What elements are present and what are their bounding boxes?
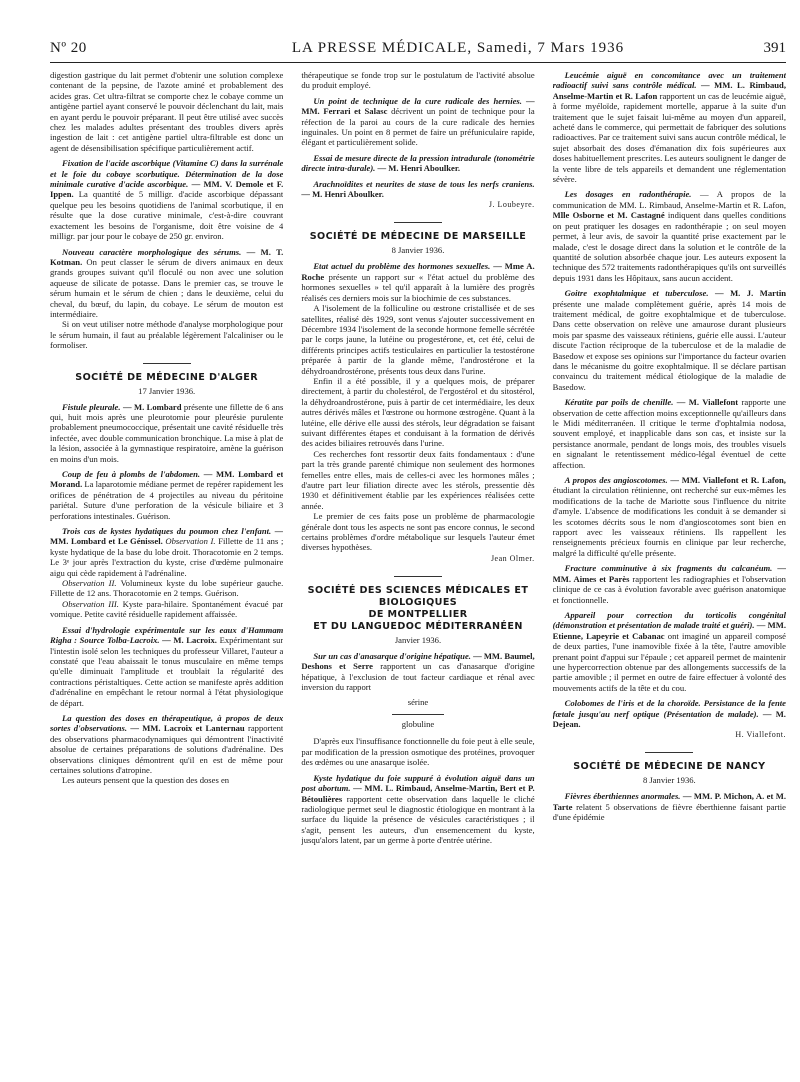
abstract: Fistule pleurale. — M. Lombard présente une fillette de 6 ans qui, huit mois après une pleurotomie pour pleurésie purulente probablement pneumococcique, présentait une cavité résiduelle très infectée, avec double communication bronchique. La mise à plat de la lésion, associée à la gymnastique respiratoire, amène la guérison en moins d'un mois.	[50, 401, 284, 464]
signature: Jean Olmer.	[490, 553, 535, 563]
paragraph: Les auteurs pensent que la question des doses en	[62, 775, 230, 786]
abstract: Arachnoïdites et neurites de stase de tous les nerfs craniens. — M. Henri Aboulker.	[301, 178, 535, 200]
formula-numerator: sérine	[407, 697, 429, 708]
journal-title: LA PRESSE MÉDICALE, Samedi, 7 Mars 1936	[291, 40, 625, 56]
abstract: Fixation de l'acide ascorbique (Vitamine C) dans la surrénale et le foie du cobaye scorbutique. Détermination de la dose minimale curative d'acide ascorbique. — MM. V. Demole et F. Ippen. La quantité de 5 milligr. d'acide ascorbique dépassant quelque peu les besoins quotidiens de l'animal scorbutique, il en résulte que la dose curative minimale, c'est-à-dire couvrant exactement les besoins de l'organisme, doit être voisine de 4 milligr. par jour pour le cobaye de 250 gr. environ.	[50, 158, 284, 242]
paragraph: Enfin il a été possible, il y a quelques mois, de préparer directement, à partir du cholestérol, de l'ergostérol et du sitostérol, la déhydroandrostérone, puis à partir de cet intermédiaire, les deux autres dérivés mâles et l'œstrone ou hormone œstrogène. Quant à la lutéine, elle dérive elle aussi des stérols, leur dégradation se faisant suivant différentes étapes et conduisant à la formation de dérivés des acides biliaires retrouvés dans l'urine.	[301, 375, 535, 449]
paragraph: D'après eux l'insuffisance fonctionnelle du foie peut à elle seule, par modification de la pression osmotique des protéines, provoquer des œdèmes ou une anasarque isolée.	[301, 736, 535, 768]
column-2	[301, 70, 534, 1078]
session-date: 8 Janvier 1936.	[642, 775, 696, 786]
abstract: Kyste hydatique du foie suppuré à évolution aiguë dans un post abortum. — MM. L. Rimbaud, Anselme-Martin, Bert et P. Bétoulières rapportent cette observation dans laquelle le cliché radiologique permet seul le diagnostic étiologique en montrant à la surface du liquide la présence de vésicules caractéristiques ; il s'agit, pensent les auteurs, d'un ensemencement du kyste, jusqu'alors latent, par un germe à porte d'entrée utérine.	[301, 772, 535, 846]
session-date: 8 Janvier 1936.	[391, 245, 445, 256]
abstract: Fièvres éberthiennes anormales. — MM. P. Michon, A. et M. Tarte relatent 5 observations de fièvre éberthienne faisant partie d'une épidémie	[552, 791, 786, 823]
paragraph: Ces recherches font ressortir deux faits fondamentaux : d'une part la très grande parenté chimique non seulement des hormones femelles entre elles, mais de celles-ci avec les hormones mâles ; d'autre part leur filiation directe avec les stérols, pressentie dès 1930 et définitivement établie par les expériences réalisées cette année.	[301, 448, 535, 511]
ratio-formula	[301, 697, 534, 730]
signature: H. Viallefont.	[735, 730, 786, 740]
abstract: Fracture comminutive à six fragments du calcanéum. — MM. Aimes et Parès rapportent les radiographies et l'observation clinique de ce cas à évolution favorable avec guérison anatomique et fonctionnelle.	[552, 563, 786, 605]
signature: J. Loubeyre.	[488, 200, 535, 210]
issue-number: Nº 20	[50, 40, 87, 56]
paragraph: Observation II. Volumineux kyste du lobe supérieur gauche. Fillette de 12 ans. Thoracotomie en 2 temps. Guérison.	[50, 578, 284, 599]
abstract: Nouveau caractère morphologique des sérums. — M. T. Kotman. On peut classer le sérum de divers animaux en deux grands groupes suivant qu'il floculé ou non avec une solution aqueuse de silicate de potasse. Dans le premier cas, se trouve le sérum humain et le sérum de chien ; dans le deuxième, celui du cheval, du bœuf, du lapin, du cobaye. Le sérum de mouton est intermédiaire.	[50, 246, 284, 319]
session-date: Janvier 1936.	[394, 634, 442, 645]
abstract: Sur un cas d'anasarque d'origine hépatique. — MM. Baumel, Deshons et Serre rapportent un cas d'anasarque d'origine hépatique, à l'exclusion de tout facteur cardiaque et rénal avec inversion du rapport	[301, 650, 535, 693]
paragraph: Observation III. Kyste para-hilaire. Spontanément évacué par vomique. Petite cavité résiduelle rapidement affaissée.	[50, 598, 284, 620]
section-heading: SOCIÉTÉ DE MÉDECINE DE MARSEILLE	[309, 231, 527, 243]
formula-denominator: globuline	[401, 719, 435, 730]
paragraph: thérapeutique se fonde trop sur le postulatum de l'activité absolue du produit employé.	[301, 70, 535, 91]
paragraph: A l'isolement de la folliculine ou œstrone cristallisée et de ses satellites, réalisé dès 1929, sont venus s'ajouter successivement en Décembre 1934 l'isolement de la seconde hormone femelle sécrétée par le corps jaune, la lutéine ou progestérone, et, cet été, celui de différents principes actifs testiculaires en particulier la testostérone préparée à partir de la glande même, l'androstérone et la déhydroandrostérone, présents tous deux dans l'urine.	[301, 303, 535, 376]
separator-rule	[394, 576, 442, 577]
session-date: 17 Janvier 1936.	[138, 385, 196, 396]
abstract: Goitre exophtalmique et tuberculose. — M. J. Martin présente une malade complètement guérie, après 14 mois de traitement médical, de goitre exophtalmique et de tuberculose. Dans cette observation on relève une amaurose durant plusieurs mois par spasme des vaisseaux rétiniens, guérie elle aussi. L'auteur discute l'action réciproque de la tuberculose et de la maladie de Basedow et expose ses opinions sur l'importance du facteur ovarien dans le mécanisme du goitre exophtalmique. Il se déclare partisan convaincu du traitement médical étiologique de la maladie de Basedow.	[552, 288, 786, 392]
section-heading: SOCIÉTÉ DES SCIENCES MÉDICALES ET BIOLOGIQUES DE MONTPELLIER ET DU LANGUEDOC MÉDITERRANÉEN	[307, 584, 529, 632]
abstract: Coup de feu à plombs de l'abdomen. — MM. Lombard et Morand. La laparotomie médiane permet de repérer rapidement les orifices de pénétration de 4 projectiles au niveau du péritoine pariétal. Suture d'une perforation de la vésicule biliaire et 3 perforations intestinales. Guérison.	[50, 469, 284, 521]
column-3	[553, 70, 786, 1078]
running-header	[50, 40, 786, 63]
abstract: Kératite par poils de chenille. — M. Viallefont rapporte une observation de cette affection moins exceptionnelle qu'ailleurs dans le Midi méditerranéen. Il critique le terme d'ophtalmia nodosa, souvent employé, et inapplicable dans son cas, et insiste sur la persistance anormale, pendant de longs mois, des troubles visuels en signalant le retentissement médico-légal éventuel de cette affection.	[552, 397, 786, 470]
separator-rule	[645, 752, 693, 753]
section-heading: SOCIÉTÉ DE MÉDECINE DE NANCY	[573, 761, 766, 773]
abstract: Les dosages en radonthérapie. — A propos de la communication de MM. L. Rimbaud, Anselme-Martin et R. Lafon, Mlle Osborne et M. Castagné indiquent dans quelles conditions on peut pratiquer les dosages en radonthérapie ; on seul moyen permet, à leur avis, de savoir la quantité prise exactement par le malade, c'est le dosage direct dans la solution et le contrôle de la quantité de solution absorbée chaque jour. Les auteurs exposent la technique des 572 traitements radonthérapiques qu'ils ont surveillés depuis 1931 dans les Hôpitaux, sans aucun accident.	[552, 189, 786, 283]
separator-rule	[143, 363, 191, 364]
abstract: Un point de technique de la cure radicale des hernies. — MM. Ferrari et Salasc décrivent un point de technique pour la réfection de la paroi au cours de la cure radicale des hernies inguinales. Un point en 8 permet de faire un préfuniculaire rapide, élégant et particulièrement solide.	[301, 95, 535, 148]
abstract: Colobomes de l'iris et de la choroïde. Persistance de la fente fœtale jusqu'au nerf optique (Présentation de malade). — M. Dejean.	[552, 698, 786, 729]
abstract: Leucémie aiguë en concomitance avec un traitement radioactif suivi sans contrôle médical. — MM. L. Rimbaud, Anselme-Martin et R. Lafon rapportent un cas de leucémie aiguë, à forme myéloïde, rapidement mortelle, apparue à la suite d'un traitement que le sujet faisait lui-même au moyen d'un appareil, acheté dans le commerce, qui permettait de fabriquer des solutions radioactives. Par ce traitement suivi sans aucun contrôle médical, le sujet absorbait des doses d'émanation dix fois supérieures aux doses habituellement prescrites. Les auteurs soulignent le danger de la vente libre de tels appareils et demandent une réglementation sévère.	[552, 70, 786, 185]
fraction-bar	[392, 714, 444, 715]
text-columns	[50, 70, 786, 1078]
section-heading: SOCIÉTÉ DE MÉDECINE D'ALGER	[75, 371, 259, 383]
paragraph: Si on veut utiliser notre méthode d'analyse morphologique pour le sérum humain, il faut au préalable légèrement l'alcaliniser ou le formoliser.	[50, 319, 284, 351]
abstract: Appareil pour correction du torticolis congénital (démonstration et présentation de malade traité et guéri). — MM. Etienne, Lapeyrie et Cabanac ont imaginé un appareil composé de deux parties, l'une inamovible fixée à la tête, l'autre amovible prenant point d'appui sur l'épaule ; cet appareil permet de maintenir une hypercorrection obtenue par des allongements successifs de la partie amovible ; il permet en outre de faire effectuer à volonté des mouvements actifs de la tête et du cou.	[552, 609, 786, 693]
paragraph: digestion gastrique du lait permet d'obtenir une solution complexe contenant de la pepsine, de l'azote aminé et probablement des acides gras. Cet ultra-filtrat se comporte chez le cobaye comme un antigène partiel ayant conservé le pouvoir déclenchant du lait, mais en ayant perdu le pouvoir préparant. Il peut être utilisé avec succès chez les malades adultes présentant des troubles divers après ingestion de lait : cet antigène partiel ultra-filtrable est donc un agent de désensibilisation spécifique particulièrement actif.	[50, 70, 284, 153]
abstract: Etat actuel du problème des hormones sexuelles. — Mme A. Roche présente un rapport sur « l'état actuel du problème des hormones sexuelles » tel qu'il apparaît à la lumière des progrès réalisés ces derniers mois sur la biochimie de ces substances.	[301, 261, 535, 303]
page-number: 391	[763, 40, 786, 56]
abstract: Trois cas de kystes hydatiques du poumon chez l'enfant. — MM. Lombard et Le Génissel. Observation I. Fillette de 11 ans ; kyste hydatique de la base du lobe droit. Thoracotomie en 2 temps. Le 3ᵉ jour après l'extraction du kyste, crise d'œdème pulmonaire aigu qui cède rapidement à l'adrénaline.	[50, 526, 284, 578]
abstract: A propos des angioscotomes. — MM. Viallefont et R. Lafon, étudiant la circulation rétinienne, ont recherché sur eux-mêmes les modifications de la tache de Mariotte sous l'influence du nitrite d'amyle. L'absence de modifications les conduit à se demander si les scotomes décrits sous le nom d'angioscotomes sont bien en rapport avec les vaisseaux rétiniens. Ils rappellent les renseignements précieux fournis en clinique par leur recherche, malgré la difficulté qu'elle présente.	[552, 475, 786, 558]
abstract: Essai de mesure directe de la pression intradurale (tonométrie directe intra-durale). — M. Henri Aboulker.	[301, 152, 535, 174]
separator-rule	[394, 222, 442, 223]
abstract: Essai d'hydrologie expérimentale sur les eaux d'Hammam Righa : Source Tolba-Lacroix. — M. Lacroix. Expérimentant sur l'intestin isolé selon les techniques du professeur Villaret, l'auteur a constaté que l'eau abaissait le tonus musculaire en même temps qu'elle diminuait l'amplitude et troublait la régularité des contractions péristaltiques. Cette action se manifeste après addition d'adrénaline en empêchant le retour normal à l'état physiologique de départ.	[50, 624, 284, 708]
abstract: La question des doses en thérapeutique, à propos de deux sortes d'observations. — MM. Lacroix et Lanternau rapportent des observations pharmacodynamiques qui démontrent l'inactivité absolue de certaines préparations de solutions d'adrénaline. Des observations cliniques démontrent qu'il en est de même pour certaines solutions d'atropine.	[50, 712, 284, 775]
column-1	[50, 70, 283, 1078]
paragraph: Le premier de ces faits pose un problème de pharmacologie générale dont tous les aspects ne sont pas encore connus, le second certains problèmes d'ordre métabolique sur lesquels l'auteur émet diverses hypothèses.	[301, 511, 535, 553]
